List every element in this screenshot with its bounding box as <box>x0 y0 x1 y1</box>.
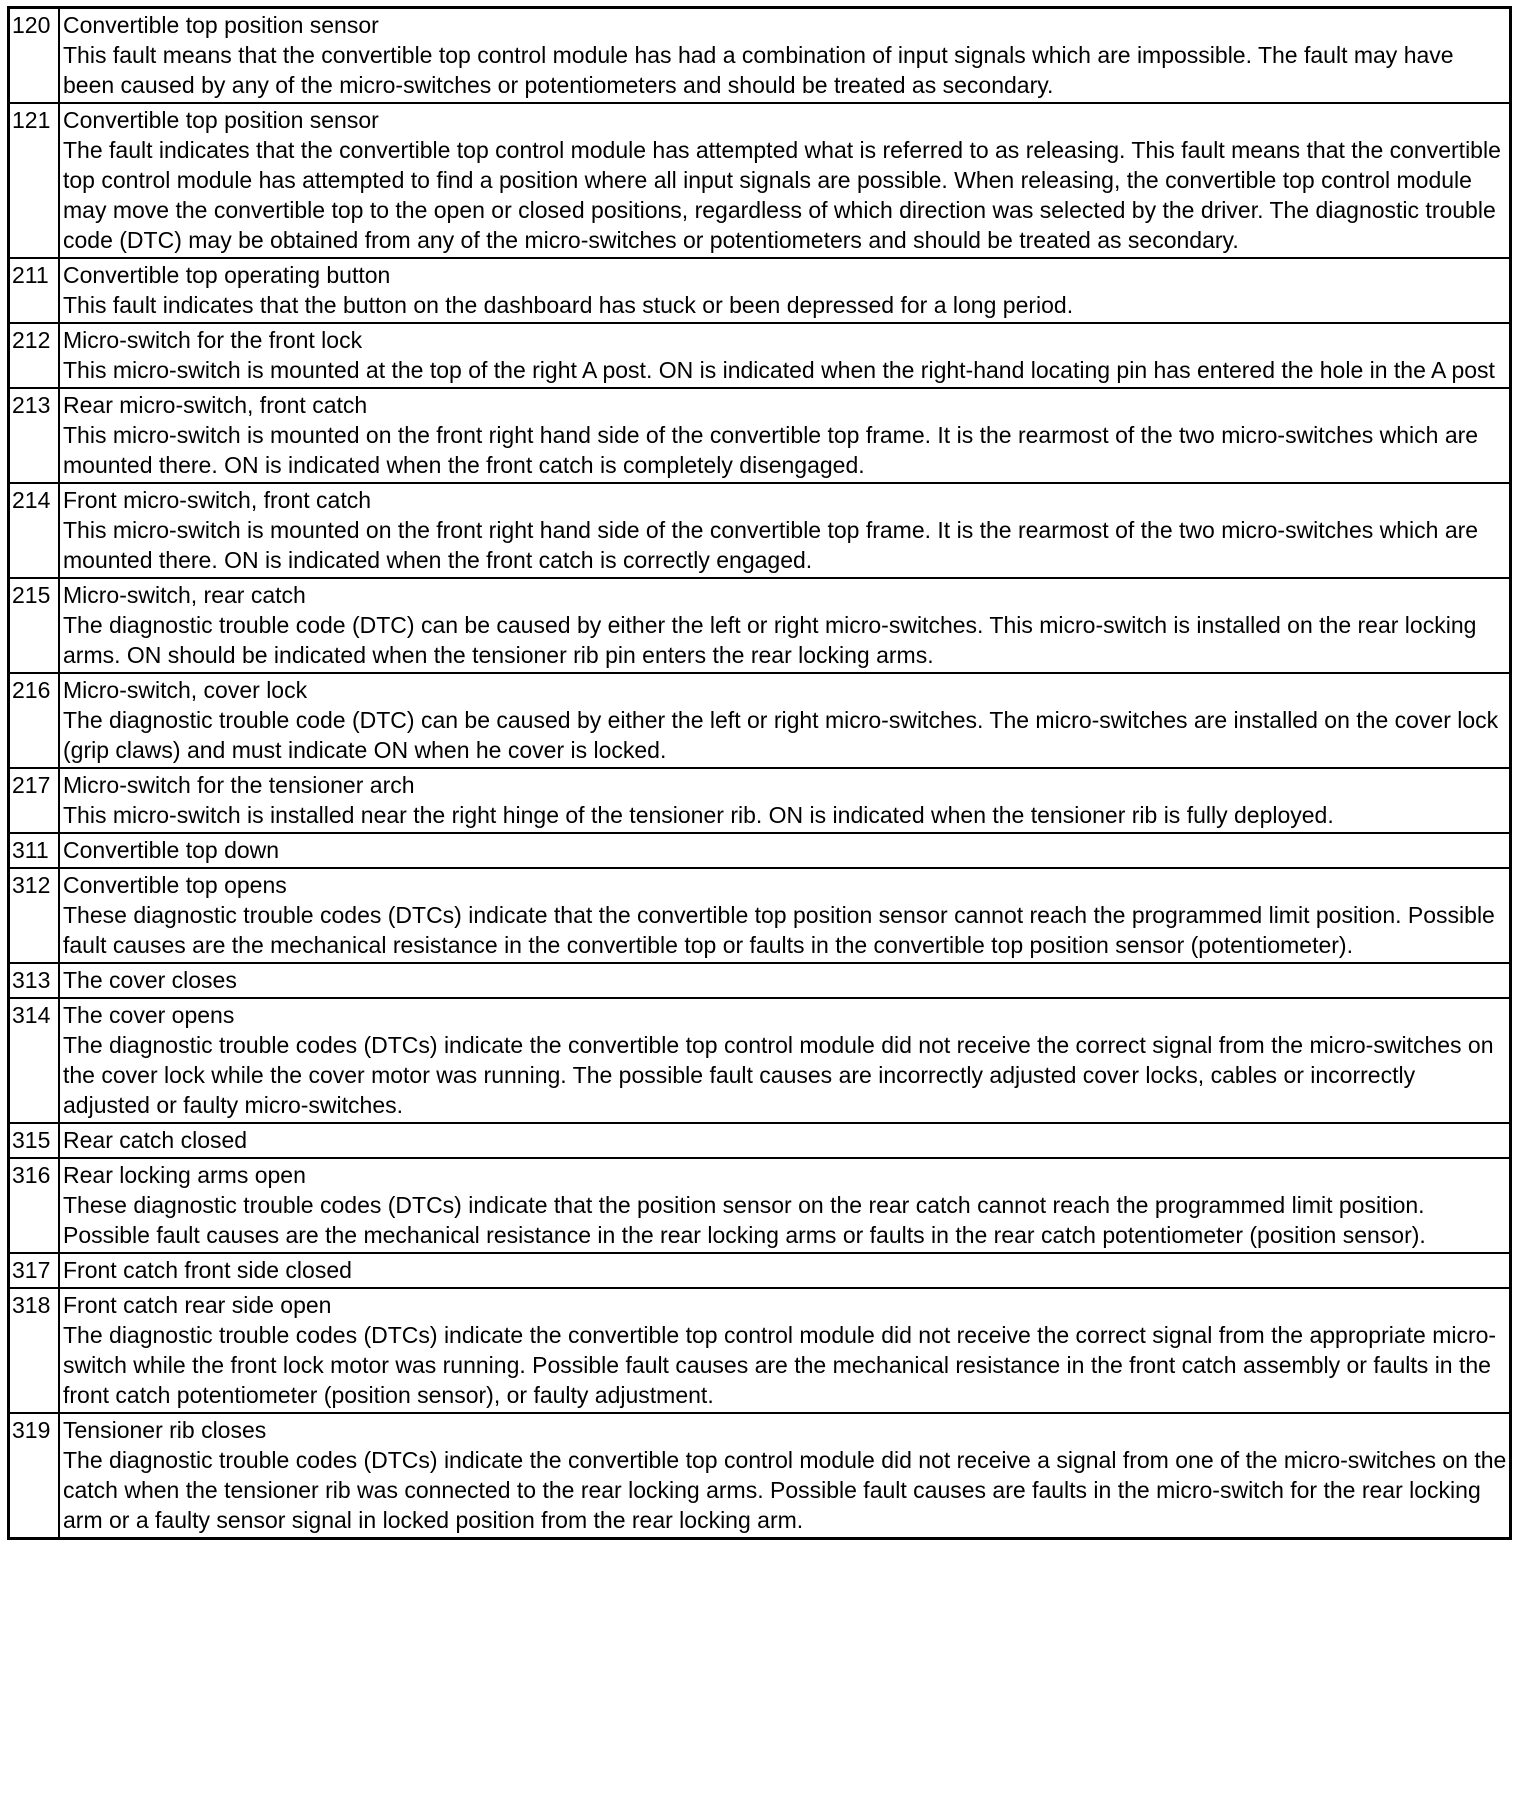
dtc-title: Front catch rear side open <box>63 1292 332 1318</box>
dtc-title: Rear catch closed <box>63 1127 248 1153</box>
dtc-title: The cover closes <box>63 967 237 993</box>
dtc-details <box>59 258 1511 323</box>
table-row <box>9 673 1511 768</box>
dtc-details <box>59 868 1511 963</box>
dtc-details <box>59 578 1511 673</box>
table-row <box>9 1253 1511 1288</box>
dtc-title: Convertible top position sensor <box>63 12 379 38</box>
dtc-description: This fault indicates that the button on the dashboard has stuck or been depressed for a long period. <box>63 292 1074 318</box>
dtc-details <box>59 1158 1511 1253</box>
table-row <box>9 768 1511 833</box>
dtc-description: The diagnostic trouble code (DTC) can be caused by either the left or right micro-switches. This micro-switch is installed on the rear locking arms. ON should be indicated when the tensioner rib pin enters the rear locking arms. <box>63 612 1477 668</box>
dtc-details <box>59 1413 1511 1539</box>
dtc-title: Front micro-switch, front catch <box>63 487 372 513</box>
dtc-details <box>59 1123 1511 1158</box>
dtc-details <box>59 1253 1511 1288</box>
table-row <box>9 578 1511 673</box>
dtc-details <box>59 833 1511 868</box>
dtc-title: Rear micro-switch, front catch <box>63 392 368 418</box>
dtc-title: Rear locking arms open <box>63 1162 306 1188</box>
dtc-title: Micro-switch for the tensioner arch <box>63 772 415 798</box>
dtc-description: The diagnostic trouble codes (DTCs) indicate the convertible top control module did not receive the correct signal from the micro-switches on the cover lock while the cover motor was running. The possible fault causes are incorrectly adjusted cover locks, cables or incorrectly adjusted or faulty micro-switches. <box>63 1032 1494 1118</box>
dtc-code: 312 <box>9 868 60 963</box>
dtc-code: 313 <box>9 963 60 998</box>
dtc-title: Convertible top operating button <box>63 262 391 288</box>
dtc-code: 213 <box>9 388 60 483</box>
dtc-details <box>59 103 1511 258</box>
dtc-description: This micro-switch is mounted on the front right hand side of the convertible top frame. It is the rearmost of the two micro-switches which are mounted there. ON is indicated when the front catch is completely disengaged. <box>63 422 1479 478</box>
dtc-details <box>59 768 1511 833</box>
dtc-title: Micro-switch, cover lock <box>63 677 308 703</box>
dtc-title: Micro-switch for the front lock <box>63 327 363 353</box>
table-row <box>9 833 1511 868</box>
dtc-code: 214 <box>9 483 60 578</box>
dtc-title: Convertible top opens <box>63 872 287 898</box>
dtc-details <box>59 1288 1511 1413</box>
dtc-code: 216 <box>9 673 60 768</box>
dtc-description: The diagnostic trouble code (DTC) can be caused by either the left or right micro-switches. The micro-switches are installed on the cover lock (grip claws) and must indicate ON when he cover is locked. <box>63 707 1499 763</box>
dtc-title: Convertible top down <box>63 837 280 863</box>
table-row <box>9 388 1511 483</box>
dtc-code: 212 <box>9 323 60 388</box>
table-row <box>9 1413 1511 1539</box>
table-row <box>9 1123 1511 1158</box>
dtc-code: 314 <box>9 998 60 1123</box>
dtc-details <box>59 483 1511 578</box>
dtc-table-body <box>9 8 1511 1539</box>
dtc-details <box>59 323 1511 388</box>
dtc-description: The diagnostic trouble codes (DTCs) indicate the convertible top control module did not receive the correct signal from the appropriate micro-switch while the front lock motor was running. Possible fault causes are the mechanical resistance in the front catch assembly or faults in the front catch potentiometer (position sensor), or faulty adjustment. <box>63 1322 1497 1408</box>
dtc-code: 319 <box>9 1413 60 1539</box>
dtc-title: Micro-switch, rear catch <box>63 582 306 608</box>
dtc-code: 120 <box>9 8 60 104</box>
dtc-code: 121 <box>9 103 60 258</box>
table-row <box>9 998 1511 1123</box>
dtc-description: These diagnostic trouble codes (DTCs) indicate that the convertible top position sensor cannot reach the programmed limit position. Possible fault causes are the mechanical resistance in the convertible top or faults in the convertible top position sensor (potentiometer). <box>63 902 1495 958</box>
dtc-code: 318 <box>9 1288 60 1413</box>
dtc-description: This fault means that the convertible top control module has had a combination of input signals which are impossible. The fault may have been caused by any of the micro-switches or potentiometers and should be treated as secondary. <box>63 42 1454 98</box>
dtc-code: 311 <box>9 833 60 868</box>
dtc-description: These diagnostic trouble codes (DTCs) indicate that the position sensor on the rear catch cannot reach the programmed limit position. Possible fault causes are the mechanical resistance in the rear locking arms or faults in the rear catch potentiometer (position sensor). <box>63 1192 1426 1248</box>
dtc-details <box>59 673 1511 768</box>
dtc-code: 215 <box>9 578 60 673</box>
dtc-description: This micro-switch is mounted on the front right hand side of the convertible top frame. It is the rearmost of the two micro-switches which are mounted there. ON is indicated when the front catch is correctly engaged. <box>63 517 1479 573</box>
dtc-description: This micro-switch is installed near the right hinge of the tensioner rib. ON is indicated when the tensioner rib is fully deployed. <box>63 802 1334 828</box>
table-row <box>9 258 1511 323</box>
dtc-details <box>59 388 1511 483</box>
dtc-description: The fault indicates that the convertible top control module has attempted what is referred to as releasing. This fault means that the convertible top control module has attempted to find a position where all input signals are possible. When releasing, the convertible top control module may move the convertible top to the open or closed positions, regardless of which direction was selected by the driver. The diagnostic trouble code (DTC) may be obtained from any of the micro-switches or potentiometers and should be treated as secondary. <box>63 137 1501 253</box>
table-row <box>9 868 1511 963</box>
dtc-code: 315 <box>9 1123 60 1158</box>
dtc-description: This micro-switch is mounted at the top of the right A post. ON is indicated when the right-hand locating pin has entered the hole in the A post <box>63 357 1495 383</box>
dtc-code: 317 <box>9 1253 60 1288</box>
table-row <box>9 1158 1511 1253</box>
dtc-details <box>59 8 1511 104</box>
dtc-title: The cover opens <box>63 1002 235 1028</box>
table-row <box>9 323 1511 388</box>
table-row <box>9 103 1511 258</box>
table-row <box>9 963 1511 998</box>
dtc-code: 211 <box>9 258 60 323</box>
dtc-title: Front catch front side closed <box>63 1257 352 1283</box>
table-row <box>9 1288 1511 1413</box>
dtc-table <box>7 6 1512 1540</box>
table-row <box>9 8 1511 104</box>
dtc-code: 217 <box>9 768 60 833</box>
dtc-title: Convertible top position sensor <box>63 107 379 133</box>
dtc-description: The diagnostic trouble codes (DTCs) indicate the convertible top control module did not receive a signal from one of the micro-switches on the catch when the tensioner rib was connected to the rear locking arms. Possible fault causes are faults in the micro-switch for the rear locking arm or a faulty sensor signal in locked position from the rear locking arm. <box>63 1447 1507 1533</box>
dtc-details <box>59 963 1511 998</box>
dtc-code: 316 <box>9 1158 60 1253</box>
dtc-title: Tensioner rib closes <box>63 1417 267 1443</box>
dtc-details <box>59 998 1511 1123</box>
table-row <box>9 483 1511 578</box>
